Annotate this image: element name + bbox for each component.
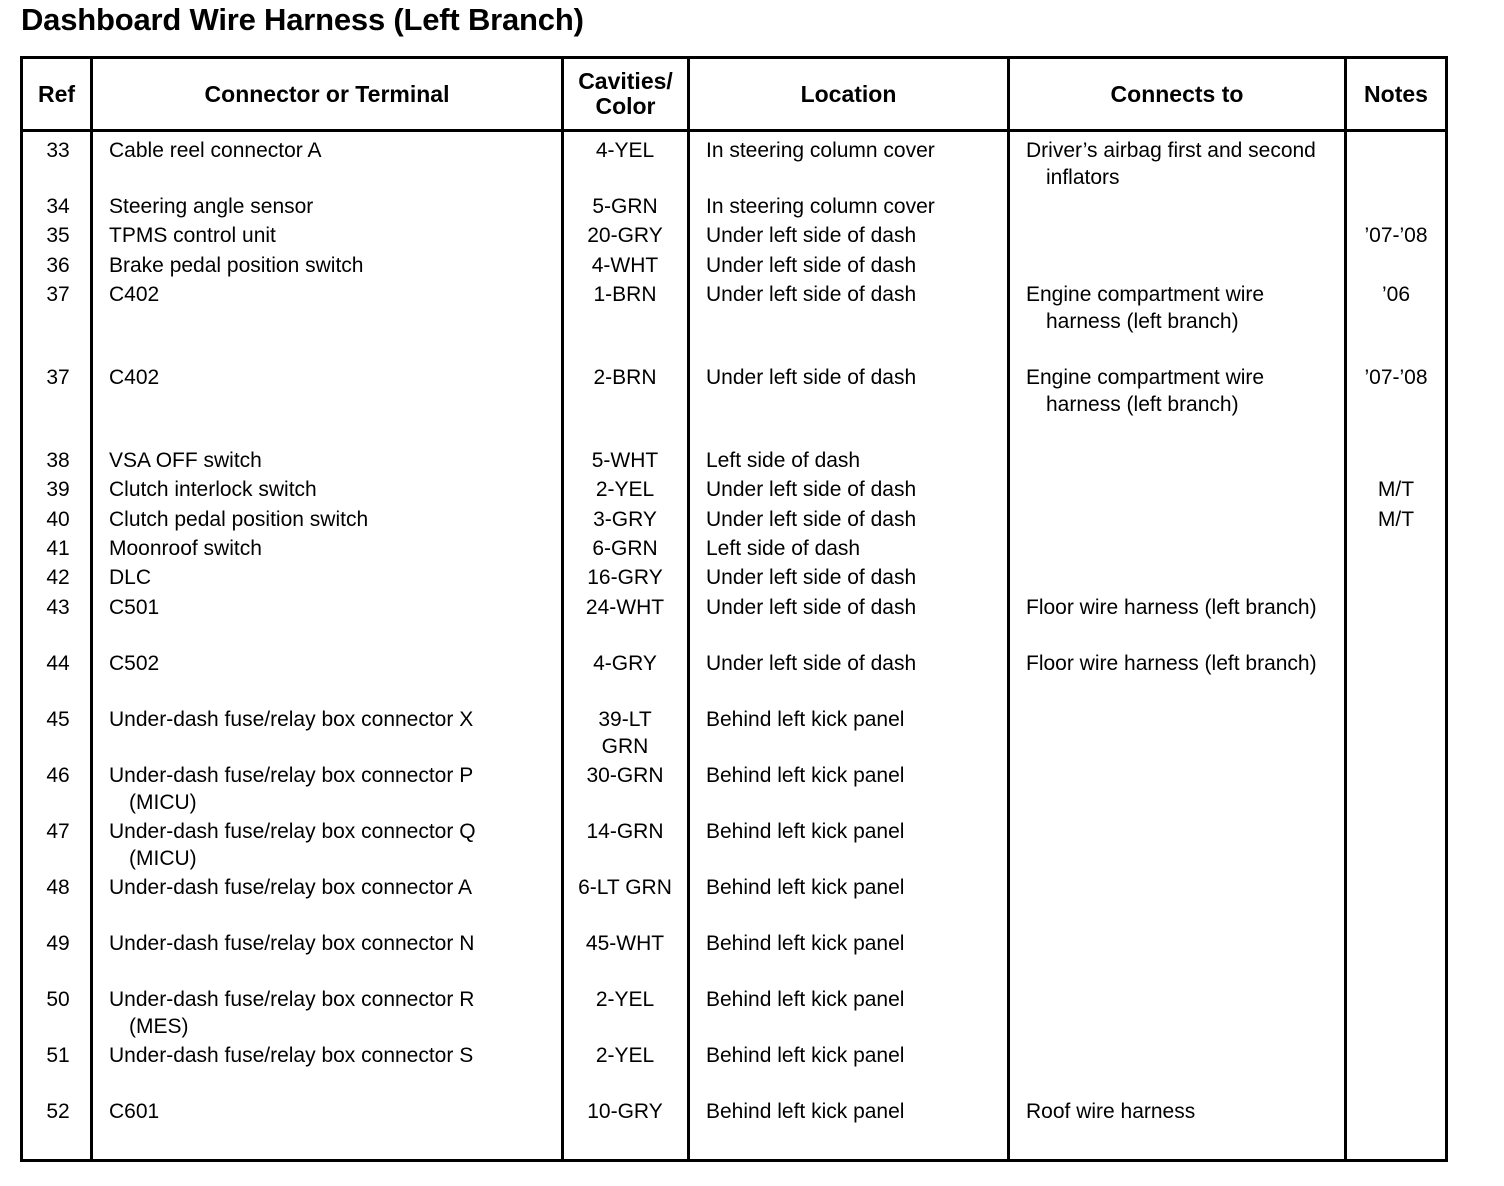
- cavities-cell-line: 39-LT: [598, 708, 652, 731]
- connects-to-cell: [1026, 137, 1346, 191]
- ref-cell: 39: [46, 478, 70, 501]
- connects-to-cell-line: harness (left branch): [1046, 393, 1239, 416]
- header-notes: Notes: [1364, 80, 1428, 107]
- ref-cell: 44: [46, 652, 70, 675]
- location-cell: Left side of dash: [706, 537, 861, 560]
- connector-cell: [109, 594, 559, 621]
- connector-cell: [109, 447, 559, 474]
- connector-cell: [109, 564, 559, 591]
- cavities-cell: [564, 930, 686, 957]
- cavities-cell: [564, 222, 686, 249]
- connector-cell-line: Steering angle sensor: [109, 195, 314, 218]
- header-divider: [23, 129, 1445, 132]
- connector-cell-line: Clutch pedal position switch: [109, 508, 369, 531]
- connector-cell: [109, 506, 559, 533]
- cavities-cell: [564, 193, 686, 220]
- cavities-cell-line: 1-BRN: [593, 283, 657, 306]
- connector-cell-line: Under-dash fuse/relay box connector R: [109, 988, 475, 1011]
- ref-cell: 43: [46, 596, 70, 619]
- connector-cell-line: C601: [109, 1100, 160, 1123]
- connector-cell-line: Under-dash fuse/relay box connector P: [109, 764, 474, 787]
- connector-cell-line: Cable reel connector A: [109, 139, 322, 162]
- connector-cell: [109, 986, 559, 1040]
- connector-cell-line: C502: [109, 652, 160, 675]
- connector-cell: [109, 137, 559, 164]
- connector-cell-line: DLC: [109, 566, 152, 589]
- connector-cell: [109, 650, 559, 677]
- connector-cell-line: Under-dash fuse/relay box connector A: [109, 876, 473, 899]
- connector-cell: [109, 706, 559, 733]
- cavities-cell: [564, 447, 686, 474]
- connector-cell-line: VSA OFF switch: [109, 449, 262, 472]
- location-cell: Left side of dash: [706, 449, 861, 472]
- cavities-cell: [564, 762, 686, 789]
- cavities-cell: [564, 650, 686, 677]
- notes-cell: ’07-’08: [1364, 366, 1428, 389]
- connector-cell-line: Under-dash fuse/relay box connector S: [109, 1044, 474, 1067]
- ref-cell: 45: [46, 708, 70, 731]
- connector-cell: [109, 1098, 559, 1125]
- cavities-cell-line: 4-YEL: [595, 139, 655, 162]
- ref-cell: 48: [46, 876, 70, 899]
- cavities-cell: [564, 281, 686, 308]
- location-cell: Behind left kick panel: [706, 1044, 905, 1067]
- notes-cell: M/T: [1377, 508, 1415, 531]
- location-cell: Behind left kick panel: [706, 988, 905, 1011]
- connector-cell-line: Under-dash fuse/relay box connector X: [109, 708, 474, 731]
- ref-cell: 41: [46, 537, 70, 560]
- cavities-cell-line: GRN: [601, 735, 649, 758]
- connects-to-cell: [1026, 1098, 1346, 1125]
- cavities-cell-line: 20-GRY: [587, 224, 663, 247]
- connector-cell: [109, 193, 559, 220]
- connector-cell-line: C402: [109, 366, 160, 389]
- cavities-cell-line: 4-GRY: [593, 652, 657, 675]
- cavities-cell-line: 24-WHT: [585, 596, 665, 619]
- connector-cell-line: (MES): [129, 1015, 189, 1038]
- connects-to-cell-line: Floor wire harness (left branch): [1026, 652, 1317, 675]
- connector-cell: [109, 762, 559, 816]
- cavities-cell-line: 6-LT GRN: [578, 876, 672, 899]
- ref-cell: 50: [46, 988, 70, 1011]
- cavities-cell: [564, 476, 686, 503]
- ref-cell: 46: [46, 764, 70, 787]
- connector-cell-line: (MICU): [129, 847, 197, 870]
- connects-to-cell-line: harness (left branch): [1046, 310, 1239, 333]
- cavities-cell: [564, 874, 686, 901]
- cavities-cell: [564, 1042, 686, 1069]
- cavities-cell-line: 45-WHT: [585, 932, 665, 955]
- connector-cell: [109, 930, 559, 957]
- column-divider: [687, 59, 690, 1159]
- cavities-cell: [564, 364, 686, 391]
- connects-to-cell: [1026, 364, 1346, 418]
- location-cell: Under left side of dash: [706, 254, 917, 277]
- cavities-cell-line: 16-GRY: [587, 566, 663, 589]
- connector-cell-line: Clutch interlock switch: [109, 478, 317, 501]
- connector-cell: [109, 281, 559, 308]
- connector-cell-line: (MICU): [129, 791, 197, 814]
- connects-to-cell-line: Roof wire harness: [1026, 1100, 1196, 1123]
- connector-cell-line: TPMS control unit: [109, 224, 276, 247]
- connector-cell: [109, 252, 559, 279]
- location-cell: Under left side of dash: [706, 566, 917, 589]
- connects-to-cell-line: Engine compartment wire: [1026, 283, 1265, 306]
- ref-cell: 37: [46, 366, 70, 389]
- notes-cell: ’07-’08: [1364, 224, 1428, 247]
- ref-cell: 49: [46, 932, 70, 955]
- connector-cell: [109, 535, 559, 562]
- cavities-cell-line: 5-GRN: [592, 195, 658, 218]
- location-cell: Behind left kick panel: [706, 764, 905, 787]
- cavities-cell-line: 2-YEL: [595, 1044, 655, 1067]
- connects-to-cell: [1026, 594, 1346, 621]
- cavities-cell: [564, 1098, 686, 1125]
- ref-cell: 34: [46, 195, 70, 218]
- cavities-cell-line: 6-GRN: [592, 537, 658, 560]
- cavities-cell: [564, 252, 686, 279]
- connects-to-cell: [1026, 650, 1346, 677]
- location-cell: Under left side of dash: [706, 283, 917, 306]
- location-cell: Behind left kick panel: [706, 932, 905, 955]
- column-divider: [1007, 59, 1010, 1159]
- connector-cell-line: Under-dash fuse/relay box connector Q: [109, 820, 476, 843]
- location-cell: Behind left kick panel: [706, 820, 905, 843]
- connector-cell-line: C402: [109, 283, 160, 306]
- ref-cell: 33: [46, 139, 70, 162]
- header-cavities-line2: Color: [595, 93, 656, 119]
- connects-to-cell: [1026, 281, 1346, 335]
- location-cell: Behind left kick panel: [706, 1100, 905, 1123]
- ref-cell: 35: [46, 224, 70, 247]
- cavities-cell: [564, 564, 686, 591]
- location-cell: Under left side of dash: [706, 478, 917, 501]
- location-cell: Behind left kick panel: [706, 708, 905, 731]
- header-location: Location: [800, 80, 897, 107]
- location-cell: Under left side of dash: [706, 596, 917, 619]
- connector-cell-line: C501: [109, 596, 160, 619]
- cavities-cell-line: 3-GRY: [593, 508, 657, 531]
- ref-cell: 37: [46, 283, 70, 306]
- cavities-cell: [564, 706, 686, 760]
- connector-cell-line: Brake pedal position switch: [109, 254, 364, 277]
- notes-cell: M/T: [1377, 478, 1415, 501]
- ref-cell: 38: [46, 449, 70, 472]
- harness-table: [20, 56, 1448, 1162]
- connects-to-cell-line: inflators: [1046, 166, 1120, 189]
- connects-to-cell-line: Engine compartment wire: [1026, 366, 1265, 389]
- location-cell: In steering column cover: [706, 139, 935, 162]
- cavities-cell-line: 5-WHT: [591, 449, 659, 472]
- header-cavities-line1: Cavities/: [578, 68, 673, 94]
- cavities-cell-line: 2-YEL: [595, 478, 655, 501]
- connector-cell-line: Moonroof switch: [109, 537, 262, 560]
- connector-cell: [109, 222, 559, 249]
- cavities-cell-line: 2-BRN: [593, 366, 657, 389]
- connects-to-cell-line: Floor wire harness (left branch): [1026, 596, 1317, 619]
- cavities-cell: [564, 986, 686, 1013]
- ref-cell: 40: [46, 508, 70, 531]
- cavities-cell: [564, 535, 686, 562]
- header-connector: Connector or Terminal: [204, 80, 450, 107]
- cavities-cell-line: 10-GRY: [587, 1100, 663, 1123]
- connector-cell-line: Under-dash fuse/relay box connector N: [109, 932, 475, 955]
- location-cell: Under left side of dash: [706, 366, 917, 389]
- cavities-cell-line: 2-YEL: [595, 988, 655, 1011]
- ref-cell: 52: [46, 1100, 70, 1123]
- connector-cell: [109, 364, 559, 391]
- ref-cell: 42: [46, 566, 70, 589]
- header-cavities: [564, 59, 687, 129]
- page-title: Dashboard Wire Harness (Left Branch): [21, 2, 584, 37]
- location-cell: Under left side of dash: [706, 508, 917, 531]
- connector-cell: [109, 476, 559, 503]
- location-cell: In steering column cover: [706, 195, 935, 218]
- cavities-cell: [564, 594, 686, 621]
- connector-cell: [109, 1042, 559, 1069]
- cavities-cell-line: 30-GRN: [586, 764, 664, 787]
- location-cell: Under left side of dash: [706, 652, 917, 675]
- cavities-cell-line: 14-GRN: [586, 820, 664, 843]
- notes-cell: ’06: [1381, 283, 1411, 306]
- location-cell: Behind left kick panel: [706, 876, 905, 899]
- ref-cell: 36: [46, 254, 70, 277]
- connector-cell: [109, 818, 559, 872]
- header-ref: Ref: [37, 80, 76, 107]
- cavities-cell: [564, 137, 686, 164]
- cavities-cell: [564, 506, 686, 533]
- header-connects-to: Connects to: [1110, 80, 1244, 107]
- ref-cell: 47: [46, 820, 70, 843]
- connector-cell: [109, 874, 559, 901]
- location-cell: Under left side of dash: [706, 224, 917, 247]
- cavities-cell: [564, 818, 686, 845]
- cavities-cell-line: 4-WHT: [591, 254, 659, 277]
- ref-cell: 51: [46, 1044, 70, 1067]
- connects-to-cell-line: Driver’s airbag first and second: [1026, 139, 1316, 162]
